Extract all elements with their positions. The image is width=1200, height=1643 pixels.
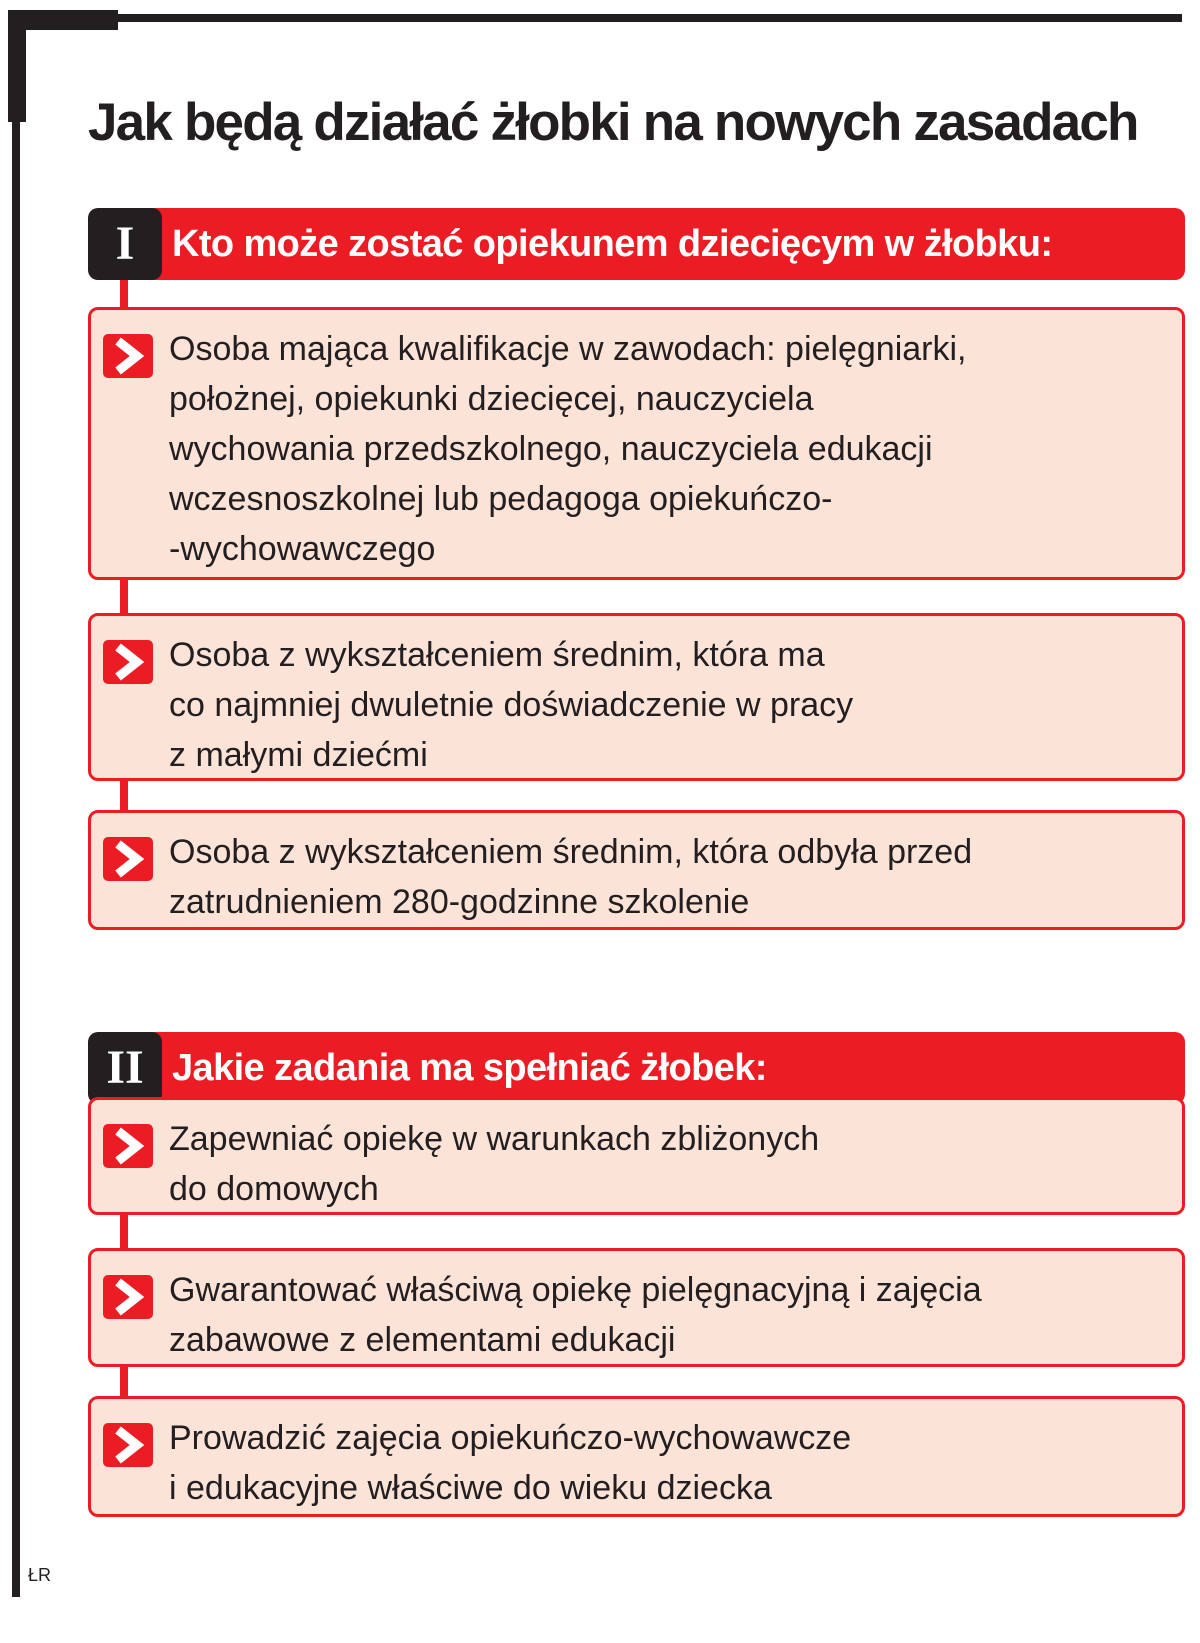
connector bbox=[120, 1363, 128, 1399]
list-item bbox=[88, 1097, 1185, 1215]
section-header-1 bbox=[88, 208, 1185, 280]
section-title: Jakie zadania ma spełniać żłobek: bbox=[172, 1047, 767, 1089]
list-item bbox=[88, 1248, 1185, 1367]
frame-corner-left bbox=[8, 10, 26, 122]
list-item-text: Gwarantować właściwą opiekę pielęgnacyjną i zajęcia zabawowe z elementami edukacji bbox=[169, 1271, 982, 1359]
page-title: Jak będą działać żłobki na nowych zasadach bbox=[88, 93, 1138, 152]
connector bbox=[120, 777, 128, 813]
chevron-right-icon bbox=[103, 1124, 153, 1168]
frame-top-rule bbox=[110, 14, 1182, 22]
connector bbox=[120, 1215, 128, 1251]
section-title: Kto może zostać opiekunem dziecięcym w żłobku: bbox=[172, 223, 1053, 265]
list-item bbox=[88, 1396, 1185, 1517]
list-item-text: Osoba z wykształceniem średnim, która odbyła przed zatrudnieniem 280-godzinne szkolenie bbox=[169, 833, 973, 921]
chevron-right-icon bbox=[103, 837, 153, 881]
list-item bbox=[88, 613, 1185, 781]
chevron-right-icon bbox=[103, 1423, 153, 1467]
chevron-right-icon bbox=[103, 640, 153, 684]
list-item-text: Osoba z wykształceniem średnim, która ma co najmniej dwuletnie doświadczenie w pracy z małymi dziećmi bbox=[169, 636, 854, 774]
section-numeral: I bbox=[88, 208, 162, 280]
section-numeral: II bbox=[88, 1032, 162, 1104]
list-item bbox=[88, 307, 1185, 580]
list-item bbox=[88, 810, 1185, 930]
author-credit: ŁR bbox=[28, 1565, 52, 1585]
section-header-2 bbox=[88, 1032, 1185, 1104]
chevron-right-icon bbox=[103, 1275, 153, 1319]
list-item-text: Zapewniać opiekę w warunkach zbliżonych do domowych bbox=[169, 1120, 820, 1208]
frame-left-rule bbox=[12, 110, 20, 1597]
connector bbox=[120, 580, 128, 616]
list-item-text: Osoba mająca kwalifikacje w zawodach: pielęgniarki, położnej, opiekunki dziecięcej, nauczyciela wychowania przedszkolnego, nauczyciela edukacji wczesnoszkolnej lub pedagoga opiekuńczo- -wychowawczego bbox=[169, 330, 967, 568]
chevron-right-icon bbox=[103, 334, 153, 378]
list-item-text: Prowadzić zajęcia opiekuńczo-wychowawcze i edukacyjne właściwe do wieku dziecka bbox=[169, 1419, 852, 1507]
